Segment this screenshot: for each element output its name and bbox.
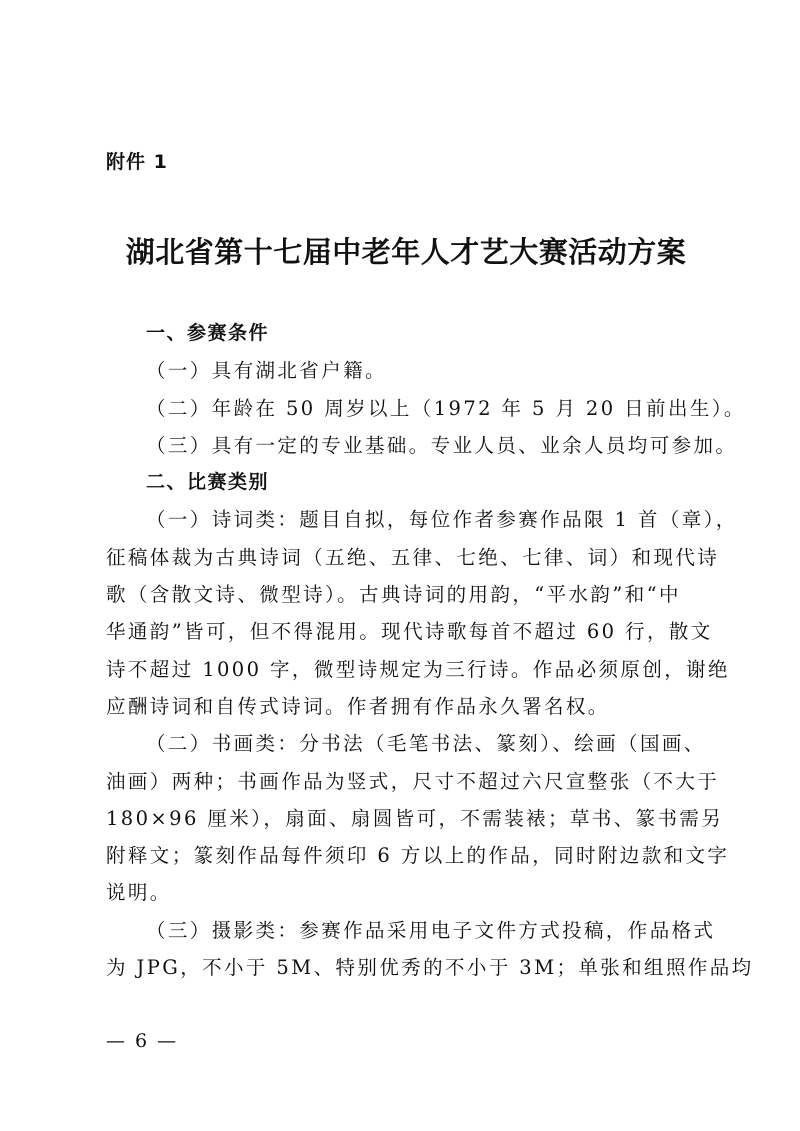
section-heading-eligibility: 一、参赛条件 bbox=[146, 322, 270, 344]
attachment-label: 附件 1 bbox=[106, 151, 168, 173]
poetry-line: 征稿体裁为古典诗词（五绝、五律、七绝、七律、词）和现代诗 bbox=[106, 545, 720, 569]
calligraphy-line: （二）书画类：分书法（毛笔书法、篆刻）、绘画（国画、 bbox=[146, 732, 706, 756]
calligraphy-line: 180×96 厘米），扇面、扇圆皆可，不需装裱；草书、篆书需另 bbox=[106, 806, 724, 830]
poetry-line: 歌（含散文诗、微型诗）。古典诗词的用韵，“平水韵”和“中 bbox=[106, 583, 681, 607]
calligraphy-line: 说明。 bbox=[106, 881, 172, 905]
calligraphy-line: 附释文；篆刻作品每件须印 6 方以上的作品，同时附边款和文字 bbox=[106, 844, 730, 868]
page-number: — 6 — bbox=[106, 1030, 179, 1052]
eligibility-item-2: （二）年龄在 50 周岁以上（1972 年 5 月 20 日前出生）。 bbox=[146, 396, 746, 420]
calligraphy-line: 油画）两种；书画作品为竖式，尺寸不超过六尺宣整张（不大于 bbox=[106, 769, 720, 793]
photography-line: 为 JPG，不小于 5M、特别优秀的不小于 3M；单张和组照作品均 bbox=[106, 956, 754, 980]
poetry-line: 华通韵”皆可，但不得混用。现代诗歌每首不超过 60 行，散文 bbox=[106, 620, 713, 644]
photography-line: （三）摄影类：参赛作品采用电子文件方式投稿，作品格式 bbox=[146, 918, 716, 942]
poetry-line: 诗不超过 1000 字，微型诗规定为三行诗。作品必须原创，谢绝 bbox=[106, 657, 730, 681]
document-title: 湖北省第十七届中老年人才艺大赛活动方案 bbox=[125, 235, 687, 269]
eligibility-item-1: （一）具有湖北省户籍。 bbox=[146, 359, 387, 383]
eligibility-item-3: （三）具有一定的专业基础。专业人员、业余人员均可参加。 bbox=[146, 433, 738, 457]
poetry-line: （一）诗词类：题目自拟，每位作者参赛作品限 1 首（章）， bbox=[146, 508, 738, 532]
section-heading-categories: 二、比赛类别 bbox=[146, 471, 270, 494]
poetry-line: 应酬诗词和自传式诗词。作者拥有作品永久署名权。 bbox=[106, 694, 610, 718]
document-body bbox=[106, 315, 754, 986]
